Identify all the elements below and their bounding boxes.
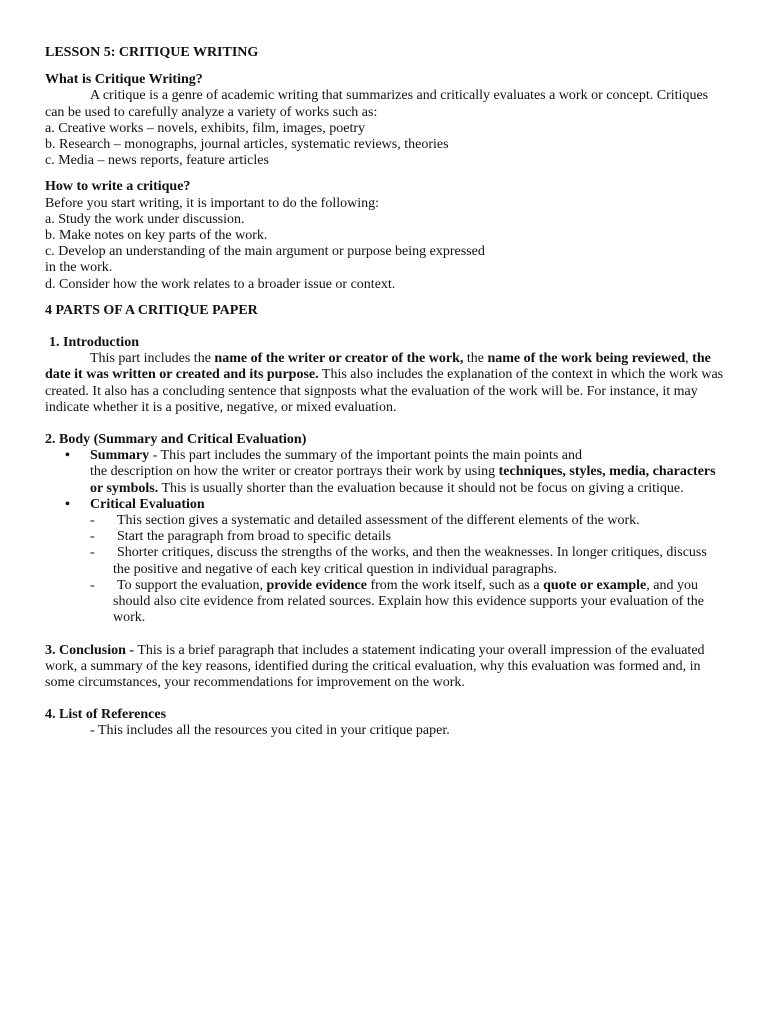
references-heading: 4. List of References — [45, 707, 167, 723]
what-item-c: c. Media – news reports, feature articles — [45, 153, 269, 169]
dash-item: - Start the paragraph from broad to specific details — [90, 529, 392, 545]
summary-label: Summary — [90, 448, 150, 464]
how-item-c-continued: in the work. — [45, 260, 113, 276]
dash-item: - To support the evaluation, provide evidence from the work itself, such as a quote or example, and you should also cite evidence from related sources. Explain how this evidence supports your evaluation of the work. — [90, 577, 704, 626]
what-item-b: b. Research – monographs, journal articles, systematic reviews, theories — [45, 137, 449, 153]
conclusion-paragraph: 3. Conclusion - This is a brief paragraph that includes a statement indicating your overall impression of the evaluated work, a summary of the key reasons, identified during the critical evaluation, why this evaluation was formed and, in some circumstances, your recommendations for improvement on the work. — [45, 642, 705, 690]
critical-evaluation-bullet — [45, 497, 725, 513]
body-heading: 2. Body (Summary and Critical Evaluation) — [45, 432, 307, 448]
bullet-icon: • — [65, 448, 70, 464]
bullet-icon: • — [65, 496, 70, 512]
how-intro: Before you start writing, it is important to do the following: — [45, 195, 380, 211]
critical-evaluation-list — [45, 513, 725, 626]
summary-bullet: • Summary - This part includes the summary of the important points the main points and the description on how the writer or creator portrays their work by using techniques, styles, media, characters or symbols. This is usually shorter than the evaluation because it should not be focus on giving a critique. — [65, 448, 716, 496]
lesson-title: LESSON 5: CRITIQUE WRITING — [45, 45, 259, 60]
body-bullet-list — [45, 448, 725, 513]
how-item-c: c. Develop an understanding of the main argument or purpose being expressed — [45, 244, 485, 260]
conclusion-label: 3. Conclusion - — [45, 642, 135, 658]
document-body — [45, 45, 725, 740]
critical-evaluation-label: Critical Evaluation — [90, 496, 205, 512]
introduction-heading: 1. Introduction — [49, 335, 139, 351]
how-heading: How to write a critique? — [45, 179, 191, 195]
what-heading: What is Critique Writing? — [45, 72, 203, 88]
how-item-d: d. Consider how the work relates to a broader issue or context. — [45, 276, 396, 292]
what-item-a: a. Creative works – novels, exhibits, film, images, poetry — [45, 120, 365, 136]
how-item-b: b. Make notes on key parts of the work. — [45, 228, 268, 244]
dash-item: - Shorter critiques, discuss the strengths of the works, and then the weaknesses. In longer critiques, discuss the positive and negative of each key critical question in individual paragraphs. — [90, 545, 707, 577]
dash-item: - This section gives a systematic and detailed assessment of the different elements of the work. — [90, 513, 640, 529]
references-text: - This includes all the resources you cited in your critique paper. — [90, 723, 450, 739]
parts-heading: 4 PARTS OF A CRITIQUE PAPER — [45, 302, 258, 318]
what-paragraph: A critique is a genre of academic writing that summarizes and critically evaluates a work or concept. Critiques can be used to carefully analyze a variety of works such as: — [45, 88, 709, 120]
how-item-a: a. Study the work under discussion. — [45, 211, 245, 227]
introduction-paragraph: This part includes the name of the writer or creator of the work, the name of the work being reviewed, the date it was written or created and its purpose. This also includes the explanation of the context in which the work was created. It also has a concluding sentence that signposts what the evaluation of the work will be. For instance, it may indicate whether it is a positive, negative, or mixed evaluation. — [45, 351, 724, 415]
